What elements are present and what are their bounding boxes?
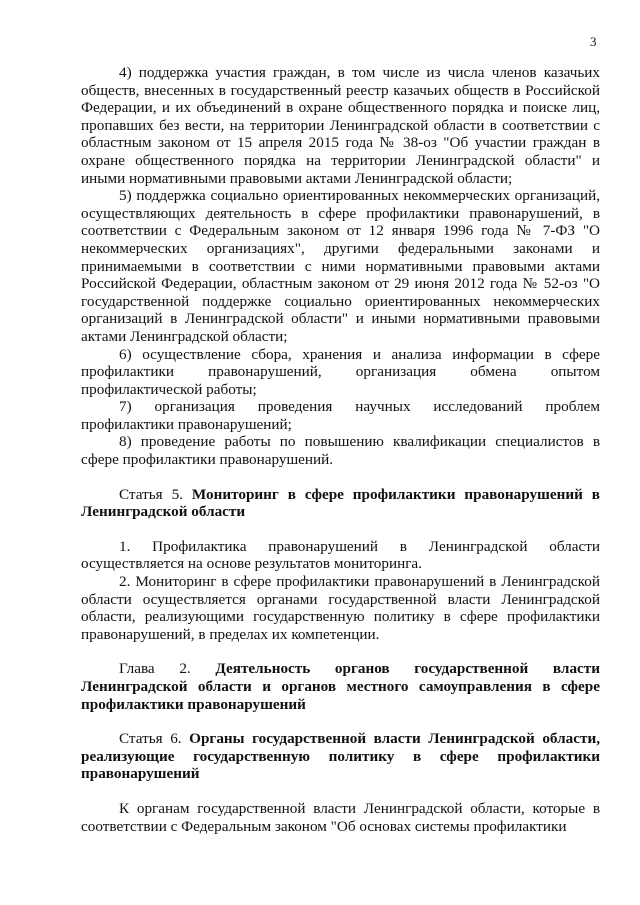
- article-6-title: Органы государственной власти Ленинградской области, реализующие государственную политику в сфере профилактики правонарушений: [81, 730, 600, 783]
- chapter-2-heading: [81, 660, 600, 713]
- article-5-prefix: Статья 5.: [119, 485, 192, 503]
- spacer: [81, 521, 600, 538]
- spacer: [81, 469, 600, 486]
- chapter-2-title: Деятельность органов государственной власти Ленинградской области и органов местного самоуправления в сфере профилактики правонарушений: [81, 660, 600, 713]
- page-number: 3: [590, 34, 597, 49]
- article-5-paragraph-2: 2. Мониторинг в сфере профилактики правонарушений в Ленинградской области осуществляется органами государственной власти Ленинградской области, реализующими государственную политику в сфере профилактики правонарушений, в пределах их компетенции.: [81, 573, 600, 643]
- spacer: [81, 643, 600, 660]
- spacer: [81, 713, 600, 730]
- article-5-heading: [81, 486, 600, 521]
- article-6-prefix: Статья 6.: [119, 730, 190, 748]
- list-item-5: 5) поддержка социально ориентированных некоммерческих организаций, осуществляющих деятельность в сфере профилактики правонарушений, в соответствии с Федеральным законом от 12 января 1996 года № 7-ФЗ "О некоммерческих организациях", другими федеральными законами и принимаемыми в соответствии с ними нормативными правовыми актами Российской Федерации, областным законом от 29 июня 2012 года № 52-оз "О государственной поддержке социально ориентированных некоммерческих организаций в Ленинградской области" и иными нормативными правовыми актами Ленинградской области;: [81, 187, 600, 345]
- spacer: [81, 783, 600, 800]
- article-5-paragraph-1: 1. Профилактика правонарушений в Ленинградской области осуществляется на основе результатов мониторинга.: [81, 537, 600, 573]
- list-item-4: 4) поддержка участия граждан, в том числе из числа членов казачьих обществ, внесенных в государственный реестр казачьих обществ в Российской Федерации, и их объединений в охране общественного порядка и поиске лиц, пропавших без вести, на территории Ленинградской области в соответствии с областным законом от 15 апреля 2015 года № 38-оз "Об участии граждан в охране общественного порядка на территории Ленинградской области" и иными нормативными правовыми актами Ленинградской области;: [81, 64, 600, 187]
- list-item-6: 6) осуществление сбора, хранения и анализа информации в сфере профилактики правонарушений, организация обмена опытом профилактической работы;: [81, 345, 600, 398]
- list-item-7: 7) организация проведения научных исследований проблем профилактики правонарушений;: [81, 398, 600, 433]
- document-body: [81, 64, 600, 835]
- chapter-2-prefix: Глава 2.: [119, 660, 216, 678]
- list-item-8: 8) проведение работы по повышению квалификации специалистов в сфере профилактики правонарушений.: [81, 433, 600, 469]
- article-5-title: Мониторинг в сфере профилактики правонарушений в Ленинградской области: [81, 485, 600, 521]
- article-6-paragraph-1: К органам государственной власти Ленинградской области, которые в соответствии с Федеральным законом "Об основах системы профилактики: [81, 799, 600, 835]
- article-6-heading: [81, 730, 600, 783]
